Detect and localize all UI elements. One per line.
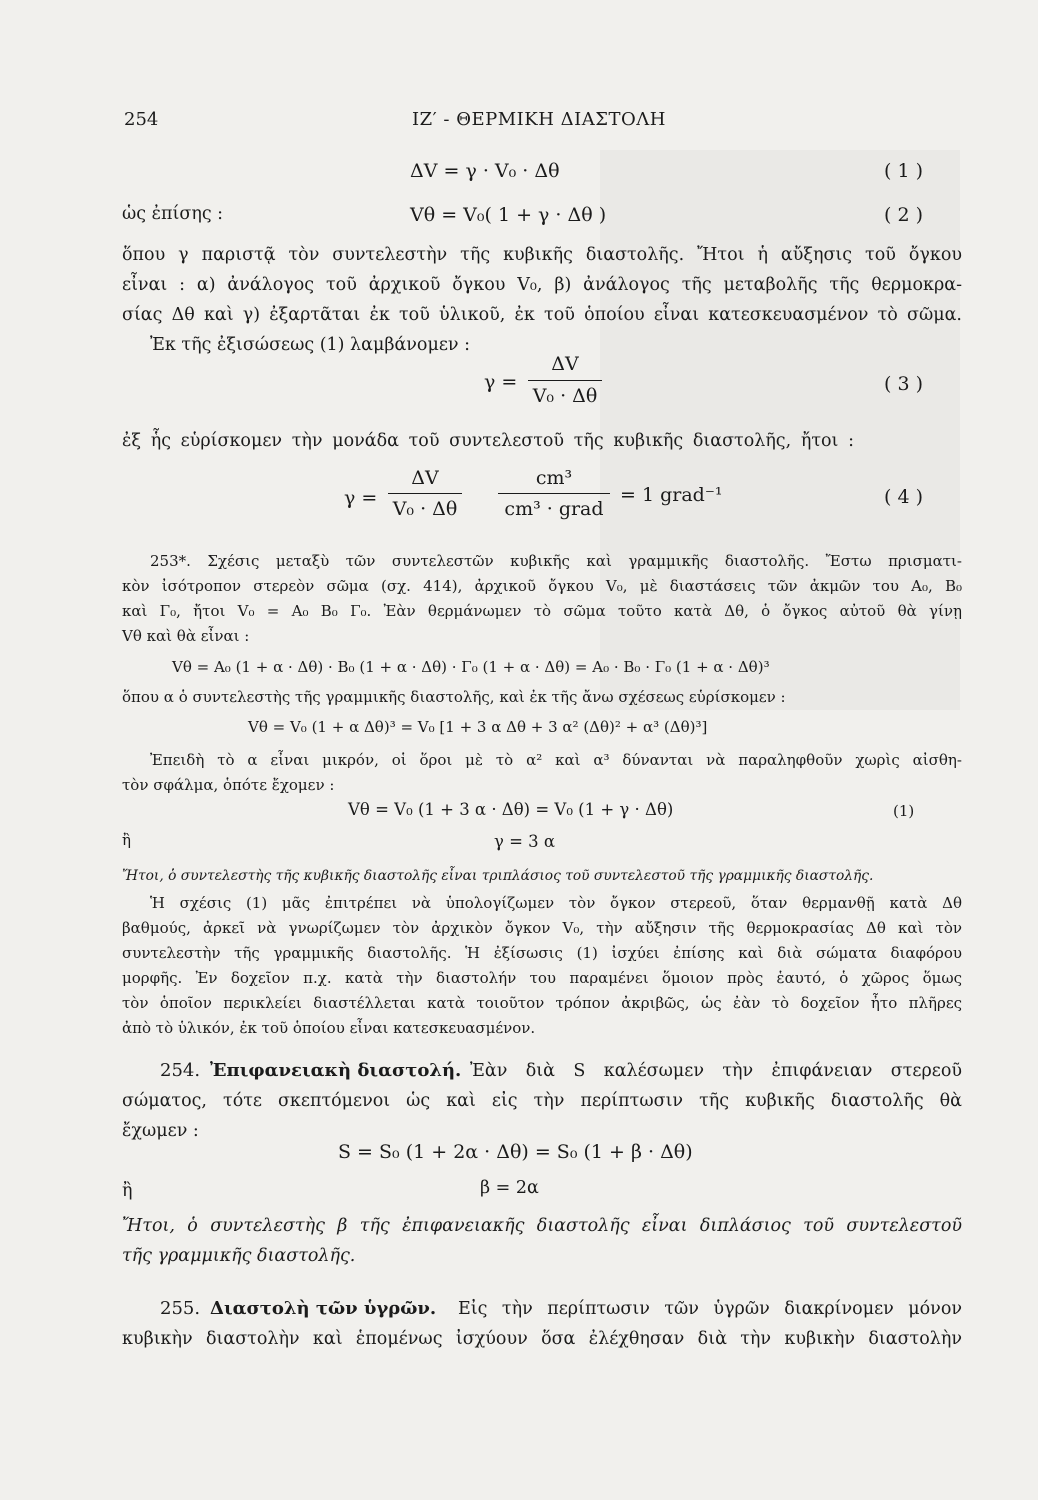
equation-253-a: Vθ = A₀ (1 + α · Δθ) · B₀ (1 + α · Δθ) · Γ₀ (1 + α · Δθ) = A₀ · B₀ · Γ₀ (1 + α · Δθ)³	[172, 658, 770, 676]
page-number: 254	[124, 109, 159, 130]
section-253-para: τὸν ὁποῖον περικλείει διαστέλλεται κατὰ τοιοῦτον τρόπον ἀκριβῶς, ὡς ἐὰν τὸ δοχεῖον ἦτο πλῆρες	[122, 994, 962, 1012]
paragraph-line: ἐξ ἧς εὑρίσκομεν τὴν μονάδα τοῦ συντελεστοῦ τῆς κυβικῆς διαστολῆς, ἤτοι :	[122, 431, 854, 451]
section-255-line: κυβικὴν διαστολὴν καὶ ἑπομένως ἰσχύουν ὅσα ἐλέχθησαν διὰ τὴν κυβικὴν διαστολὴν	[122, 1329, 962, 1349]
eta-connector: ἢ	[122, 1181, 133, 1201]
equation-253-c: Vθ = V₀ (1 + α Δθ)³ = V₀ [1 + 3 α Δθ + 3 α² (Δθ)² + α³ (Δθ)³]	[248, 718, 708, 736]
section-253-text: ὅπου α ὁ συντελεστὴς τῆς γραμμικῆς διαστολῆς, καὶ ἐκ τῆς ἄνω σχέσεως εὑρίσκομεν :	[122, 688, 786, 706]
section-254-line: ἔχωμεν :	[122, 1121, 199, 1141]
equation-4-lhs: γ =	[344, 487, 378, 509]
section-253-conclusion: Ἤτοι, ὁ συντελεστὴς τῆς κυβικῆς διαστολῆς εἶναι τριπλάσιος τοῦ συντελεστοῦ τῆς γραμμικῆς διαστολῆς.	[122, 868, 874, 884]
equation-2-lead: ὡς ἐπίσης :	[122, 204, 224, 224]
section-253-line: κὸν ἰσότροπον στερεὸν σῶμα (σχ. 414), ἀρχικοῦ ὄγκου V₀, μὲ διαστάσεις τῶν ἀκμῶν του A₀, B₀	[122, 577, 962, 595]
equation-3-number: ( 3 )	[884, 373, 923, 395]
section-254-line: Ἐὰν διὰ S καλέσωμεν τὴν ἐπιφάνειαν στερεοῦ	[470, 1061, 962, 1081]
equation-4-numerator: ΔV	[411, 467, 439, 489]
equation-3-denominator: V₀ · Δθ	[532, 385, 598, 407]
section-255-number: 255.	[160, 1298, 201, 1319]
section-254-conclusion: τῆς γραμμικῆς διαστολῆς.	[122, 1246, 356, 1266]
equation-1-number: ( 1 )	[884, 160, 923, 182]
equation-1: ΔV = γ · V₀ · Δθ	[410, 160, 560, 182]
section-253-para: Ἡ σχέσις (1) μᾶς ἐπιτρέπει νὰ ὑπολογίζωμεν τὸν ὄγκον στερεοῦ, ὅταν θερμανθῇ κατὰ Δθ	[150, 894, 962, 912]
equation-254-b: β = 2α	[480, 1178, 539, 1198]
unit-numerator: cm³	[535, 467, 573, 489]
section-254-conclusion: Ἤτοι, ὁ συντελεστὴς β τῆς ἐπιφανειακῆς διαστολῆς εἶναι διπλάσιος τοῦ συντελεστοῦ	[122, 1216, 962, 1236]
equation-4-result: = 1 grad⁻¹	[620, 484, 723, 506]
fraction-bar	[388, 493, 462, 494]
section-253-para: βαθμούς, ἀρκεῖ νὰ γνωρίζωμεν τὸν ἀρχικὸν ὄγκον V₀, τὴν αὔξησιν τῆς θερμοκρασίας Δθ καὶ τὸν	[122, 919, 962, 937]
paragraph-line: εἶναι : α) ἀνάλογος τοῦ ἀρχικοῦ ὄγκου V₀, β) ἀνάλογος τῆς μεταβολῆς τῆς θερμοκρα-	[122, 275, 962, 295]
equation-253-e: Vθ = V₀ (1 + 3 α · Δθ) = V₀ (1 + γ · Δθ)	[348, 800, 674, 819]
equation-253-e-number: (1)	[893, 802, 915, 820]
unit-denominator: cm³ · grad	[504, 498, 604, 520]
section-253-text: Ἐπειδὴ τὸ α εἶναι μικρόν, οἱ ὅροι μὲ τὸ α² καὶ α³ δύνανται νὰ παραληφθοῦν χωρὶς αἰσθη-	[150, 751, 962, 769]
paragraph-line: σίας Δθ καὶ γ) ἐξαρτᾶται ἐκ τοῦ ὑλικοῦ, ἐκ τοῦ ὁποίου εἶναι κατεσκευασμένον τὸ σῶμα.	[122, 305, 962, 325]
equation-4-number: ( 4 )	[884, 486, 923, 508]
equation-2-number: ( 2 )	[884, 204, 923, 226]
section-253-para: συντελεστὴν τῆς γραμμικῆς διαστολῆς. Ἡ ἐξίσωσις (1) ἰσχύει ἐπίσης καὶ διὰ σώματα διαφόρου	[122, 944, 962, 962]
equation-3-numerator: ΔV	[551, 353, 579, 375]
section-254-line: σώματος, τότε σκεπτόμενοι ὡς καὶ εἰς τὴν περίπτωσιν τῆς κυβικῆς διαστολῆς θὰ	[122, 1091, 962, 1111]
equation-4-denominator: V₀ · Δθ	[392, 498, 458, 520]
paragraph-line: Ἐκ τῆς ἐξισώσεως (1) λαμβάνομεν :	[150, 335, 470, 355]
section-254-number: 254.	[160, 1060, 201, 1081]
equation-2: Vθ = V₀( 1 + γ · Δθ )	[410, 204, 607, 226]
section-255-line: Εἰς τὴν περίπτωσιν τῶν ὑγρῶν διακρίνομεν μόνον	[458, 1299, 962, 1319]
equation-254-a: S = S₀ (1 + 2α · Δθ) = S₀ (1 + β · Δθ)	[338, 1141, 693, 1163]
section-253-line: Vθ καὶ θὰ εἶναι :	[122, 627, 250, 645]
section-255-heading: Διαστολὴ τῶν ὑγρῶν.	[210, 1298, 437, 1319]
section-253-para: ἀπὸ τὸ ὑλικόν, ἐκ τοῦ ὁποίου εἶναι κατεσκευασμένον.	[122, 1019, 536, 1037]
section-254-heading: Ἐπιφανειακὴ διαστολή.	[210, 1060, 462, 1081]
eta-connector: ἢ	[122, 831, 131, 849]
section-253-line: 253*. Σχέσις μεταξὺ τῶν συντελεστῶν κυβικῆς καὶ γραμμικῆς διαστολῆς. Ἔστω πρισματι-	[150, 552, 962, 570]
section-253-line: καὶ Γ₀, ἤτοι V₀ = A₀ B₀ Γ₀. Ἐὰν θερμάνωμεν τὸ σῶμα τοῦτο κατὰ Δθ, ὁ ὄγκος αὐτοῦ θὰ γίνῃ	[122, 602, 962, 620]
running-title: ΙΖ′ - ΘΕΡΜΙΚΗ ΔΙΑΣΤΟΛΗ	[412, 109, 666, 130]
fraction-bar	[528, 380, 602, 381]
equation-253-f: γ = 3 α	[494, 832, 556, 851]
section-253-para: μορφῆς. Ἐν δοχεῖον π.χ. κατὰ τὴν διαστολήν του παραμένει ὅμοιον πρὸς ἑαυτό, ὁ χῶρος ὅμως	[122, 969, 962, 987]
fraction-bar	[498, 493, 610, 494]
section-253-text: τὸν σφάλμα, ὁπότε ἔχομεν :	[122, 776, 335, 794]
equation-3-lhs: γ =	[484, 371, 518, 393]
bleed-through-shadow	[600, 150, 960, 710]
paragraph-line: ὅπου γ παριστᾷ τὸν συντελεστὴν τῆς κυβικῆς διαστολῆς. Ἤτοι ἡ αὔξησις τοῦ ὄγκου	[122, 245, 962, 265]
